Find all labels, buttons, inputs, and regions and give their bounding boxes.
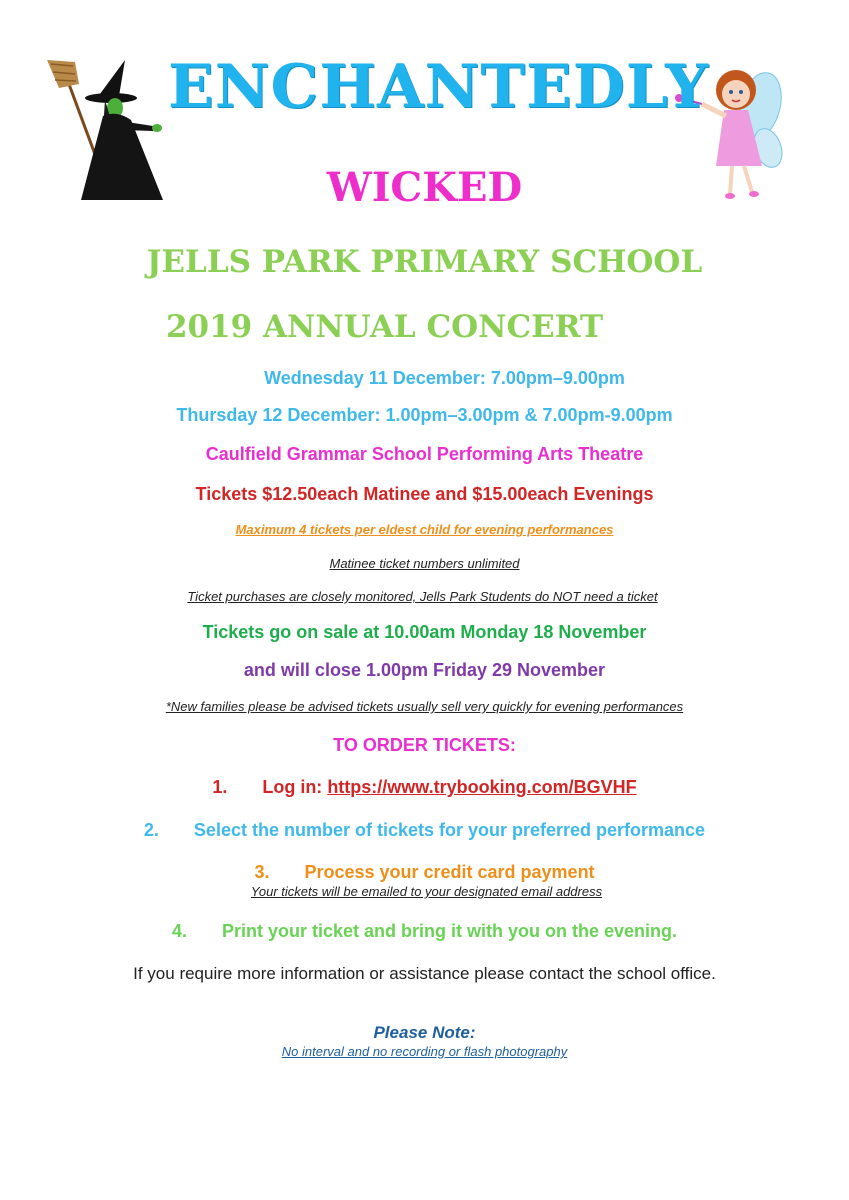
monitored-note: Ticket purchases are closely monitored, Jells Park Students do NOT need a ticket: [187, 589, 658, 604]
step-3-text: Process your credit card payment: [304, 862, 595, 882]
order-step-1: [0, 777, 849, 798]
step-1-number: 1.: [212, 777, 228, 797]
ticket-prices: Tickets $12.50each Matinee and $15.00each Evenings: [195, 484, 654, 504]
step-2-number: 2.: [143, 820, 159, 840]
contact-info: If you require more information or assistance please contact the school office.: [133, 964, 716, 983]
poster-subtitle: WICKED: [326, 164, 523, 211]
new-families-note: *New families please be advised tickets usually sell very quickly for evening performances: [165, 699, 684, 714]
sale-time: 10.00am Monday 18 November: [384, 622, 647, 642]
step-3-note: Your tickets will be emailed to your designated email address: [250, 884, 603, 899]
step-4-text: Print your ticket and bring it with you on the evening.: [221, 921, 678, 941]
step-2-text: Select the number of tickets for your preferred performance: [193, 820, 706, 840]
school-name: JELLS PARK PRIMARY SCHOOL: [146, 244, 703, 280]
concert-name: 2019 ANNUAL CONCERT: [165, 309, 604, 345]
sale-prefix: Tickets go on sale at: [202, 622, 385, 642]
thursday-performance: Thursday 12 December: 1.00pm–3.00pm & 7.00pm-9.00pm: [176, 405, 673, 425]
wednesday-performance: Wednesday 11 December: 7.00pm–9.00pm: [264, 368, 625, 388]
maximum-tickets-note: Maximum 4 tickets per eldest child for evening performances: [235, 522, 614, 537]
sale-closing: and will close 1.00pm Friday 29 November: [243, 660, 606, 680]
poster-title: ENCHANTEDLY: [167, 52, 709, 122]
order-step-4: [0, 921, 849, 942]
order-heading: TO ORDER TICKETS:: [333, 735, 516, 755]
note-heading: Please Note:: [373, 1023, 476, 1042]
note-text: No interval and no recording or flash photography: [281, 1044, 568, 1059]
matinee-note: Matinee ticket numbers unlimited: [329, 556, 520, 571]
order-step-2: [0, 820, 849, 841]
sale-opening: [0, 622, 849, 643]
trybooking-link[interactable]: https://www.trybooking.com/BGVHF: [327, 777, 637, 797]
venue: Caulfield Grammar School Performing Arts Theatre: [205, 444, 644, 464]
step-1-label: Log in:: [262, 777, 328, 797]
order-step-3: [0, 862, 849, 883]
step-4-number: 4.: [171, 921, 187, 941]
step-3-number: 3.: [254, 862, 270, 882]
